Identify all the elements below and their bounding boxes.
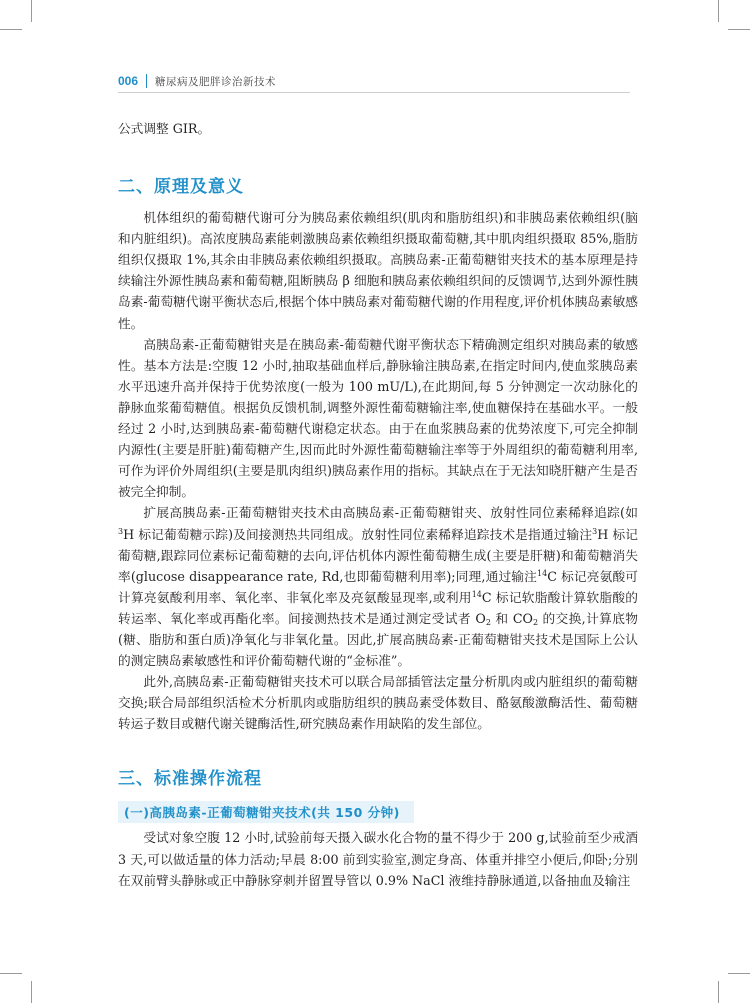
text-run: C 标记软脂酸计算软脂酸的转运率、氧化率或再酯化率。间接测热技术是通过测定受试者 O — [118, 589, 638, 626]
text-run: H 标记葡萄糖示踪)及间接测热共同组成。放射性同位素稀释追踪技术是指通过输注 — [123, 526, 593, 542]
header-separator — [146, 74, 147, 88]
paragraph-principle-4: 此外,高胰岛素-正葡萄糖钳夹技术可以联合局部插管法定量分析肌肉或内脏组织的葡萄糖交换;联合局部组织活检术分析肌肉或脂肪组织的胰岛素受体数目、酪氨酸激酶活性、葡萄糖转运子数目或糖代谢关键酶活性,研究胰岛素作用缺陷的发生部位。 — [118, 674, 638, 732]
page-body — [118, 115, 638, 891]
crop-mark-bottom-right-v — [718, 981, 719, 1003]
crop-mark-top-left-v — [31, 0, 32, 22]
text-run: 扩展高胰岛素-正葡萄糖钳夹技术由高胰岛素-正葡萄糖钳夹、放射性同位素稀释追踪(如 — [143, 505, 638, 521]
text-run: C 标记亮氨酸可计算亮氨酸利用率、氧化率、非氧化率及亮氨酸显现率,或利用 — [118, 568, 638, 605]
section-heading-principle: 二、原理及意义 — [118, 177, 244, 198]
book-title: 糖尿病及肥胖诊治新技术 — [155, 75, 277, 88]
paragraph-principle-3 — [118, 502, 638, 671]
subscript: 2 — [532, 617, 539, 627]
crop-mark-top-left-h — [0, 29, 22, 30]
superscript: 3 — [118, 526, 124, 536]
header-rule — [118, 92, 630, 93]
subsection-heading-clamp — [118, 801, 638, 823]
running-head — [118, 71, 630, 91]
superscript: 14 — [471, 589, 482, 599]
page-number: 006 — [118, 74, 139, 88]
intro-line: 公式调整 GIR。 — [118, 121, 211, 136]
text-run: H 标记葡萄糖,跟踪同位素标记葡萄糖的去向,评估机体内源性葡萄糖生成(主要是肝糖)和葡萄糖消失率(glucose disappearance rate, Rd,也即葡萄糖利用率);同理,通过输注 — [118, 526, 638, 584]
crop-mark-top-right-v — [718, 0, 719, 22]
superscript: 14 — [537, 568, 548, 578]
paragraph-principle-2: 高胰岛素-正葡萄糖钳夹是在胰岛素-葡萄糖代谢平衡状态下精确测定组织对胰岛素的敏感性。基本方法是:空腹 12 小时,抽取基础血样后,静脉输注胰岛素,在指定时间内,使血浆胰岛素水平迅速升高并保持于优势浓度(一般为 100 mU/L),在此期间,每 5 分钟测定一次动脉化的静脉血浆葡萄糖值。根据负反馈机制,调整外源性葡萄糖输注率,使血糖保持在基础水平。一般经过 2 小时,达到胰岛素-葡萄糖代谢稳定状态。由于在血浆胰岛素的优势浓度下,可完全抑制内源性(主要是肝脏)葡萄糖产生,因而此时外源性葡萄糖输注率等于外周组织的葡萄糖利用率,可作为评价外周组织(主要是肌肉组织)胰岛素作用的指标。其缺点在于无法知晓肝糖产生是否被完全抑制。 — [118, 336, 638, 500]
crop-mark-top-right-h — [728, 29, 750, 30]
subscript: 2 — [485, 617, 491, 627]
crop-mark-bottom-left-v — [31, 981, 32, 1003]
crop-mark-bottom-left-h — [0, 973, 22, 974]
paragraph-principle-1: 机体组织的葡萄糖代谢可分为胰岛素依赖组织(肌肉和脂肪组织)和非胰岛素依赖组织(脑和内脏组织)。高浓度胰岛素能刺激胰岛素依赖组织摄取葡萄糖,其中肌肉组织摄取 85%,脂肪组织仅摄取 1%,其余由非胰岛素依赖组织摄取。高胰岛素-正葡萄糖钳夹技术的基本原理是持续输注外源性胰岛素和葡萄糖,阻断胰岛 β 细胞和胰岛素依赖组织间的反馈调节,达到外源性胰岛素-葡萄糖代谢平衡状态后,根据个体中胰岛素对葡萄糖代谢的作用程度,评价机体胰岛素敏感性。 — [118, 210, 638, 331]
text-run: 和 CO — [490, 610, 533, 626]
subsection-title: (一)高胰岛素-正葡萄糖钳夹技术(共 150 分钟) — [118, 801, 414, 823]
text-run: 的交换,计算底物(糖、脂肪和蛋白质)净氧化与非氧化量。因此,扩展高胰岛素-正葡萄糖钳夹技术是国际上公认的测定胰岛素敏感性和评价葡萄糖代谢的“金标准”。 — [118, 610, 638, 669]
superscript: 3 — [592, 526, 598, 536]
crop-mark-bottom-right-h — [728, 973, 750, 974]
section-heading-procedure: 三、标准操作流程 — [118, 769, 262, 790]
paragraph-procedure-1: 受试对象空腹 12 小时,试验前每天摄入碳水化合物的量不得少于 200 g,试验前至少戒酒 3 天,可以做适量的体力活动;早晨 8:00 前到实验室,测定身高、体重并排空小便后,仰卧;分别在双前臂头静脉或正中静脉穿刺并留置导管以 0.9% NaCl 液维持静脉通道,以备抽血及输注 — [118, 830, 638, 888]
